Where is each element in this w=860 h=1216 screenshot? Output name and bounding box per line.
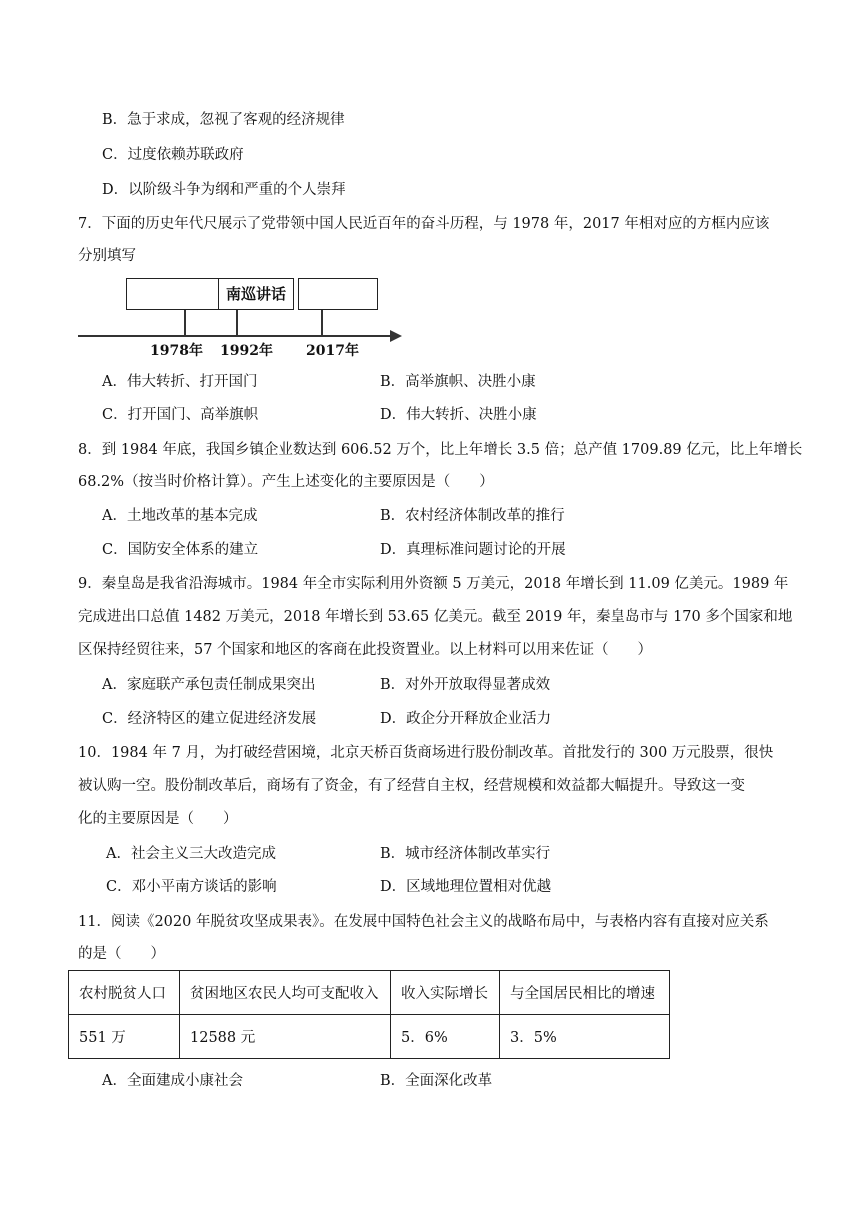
timeline-year-1992: 1992年 bbox=[220, 343, 273, 359]
q7-stem-line-2: 分别填写 bbox=[78, 248, 136, 264]
q9-option-c: C．经济特区的建立促进经济发展 bbox=[102, 711, 317, 727]
q8-option-b: B．农村经济体制改革的推行 bbox=[380, 508, 565, 524]
timeline-tick-1992 bbox=[236, 310, 238, 336]
q7-option-b: B．高举旗帜、决胜小康 bbox=[380, 374, 536, 390]
timeline-box-1992: 南巡讲话 bbox=[218, 278, 294, 310]
q9-option-b: B．对外开放取得显著成效 bbox=[380, 677, 551, 693]
q7-option-a: A．伟大转折、打开国门 bbox=[102, 374, 258, 390]
table-row bbox=[69, 1015, 670, 1059]
timeline-tick-2017 bbox=[321, 310, 323, 336]
table-header-row bbox=[69, 971, 670, 1015]
q8-option-a: A．土地改革的基本完成 bbox=[102, 508, 258, 524]
q9-stem-line-1: 9．秦皇岛是我省沿海城市。1984 年全市实际利用外资额 5 万美元，2018 年增长到 11.09 亿美元。1989 年 bbox=[78, 576, 789, 592]
timeline-tick-1978 bbox=[184, 310, 186, 336]
q11-option-a: A．全面建成小康社会 bbox=[102, 1073, 243, 1089]
q7-option-c: C．打开国门、高举旗帜 bbox=[102, 407, 259, 423]
q8-option-d: D．真理标准问题讨论的开展 bbox=[380, 542, 566, 558]
q6-option-d: D．以阶级斗争为纲和严重的个人崇拜 bbox=[102, 182, 346, 198]
q11-stem-line-2: 的是（ ） bbox=[78, 946, 165, 962]
timeline-year-2017: 2017年 bbox=[306, 343, 359, 359]
q9-option-d: D．政企分开释放企业活力 bbox=[380, 711, 552, 727]
q11-option-b: B．全面深化改革 bbox=[380, 1073, 493, 1089]
timeline-axis bbox=[78, 335, 394, 337]
q10-option-b: B．城市经济体制改革实行 bbox=[380, 846, 551, 862]
table-cell: 3．5% bbox=[500, 1015, 670, 1059]
table-cell: 5．6% bbox=[391, 1015, 500, 1059]
table-cell: 12588 元 bbox=[180, 1015, 391, 1059]
q11-stem-line-1: 11．阅读《2020 年脱贫攻坚成果表》。在发展中国特色社会主义的战略布局中，与表格内容有直接对应关系 bbox=[78, 914, 769, 930]
table-header-cell: 农村脱贫人口 bbox=[69, 971, 180, 1015]
q8-stem-line-2: 68.2%（按当时价格计算）。产生上述变化的主要原因是（ ） bbox=[78, 474, 494, 490]
q8-stem-line-1: 8．到 1984 年底，我国乡镇企业数达到 606.52 万个，比上年增长 3.5 倍；总产值 1709.89 亿元，比上年增长 bbox=[78, 442, 803, 458]
table-cell: 551 万 bbox=[69, 1015, 180, 1059]
q7-stem-line-1: 7．下面的历史年代尺展示了党带领中国人民近百年的奋斗历程，与 1978 年，2017 年相对应的方框内应该 bbox=[78, 216, 770, 232]
table-header-cell: 与全国居民相比的增速 bbox=[500, 971, 670, 1015]
q10-option-d: D．区域地理位置相对优越 bbox=[380, 879, 552, 895]
q9-stem-line-3: 区保持经贸往来，57 个国家和地区的客商在此投资置业。以上材料可以用来佐证（ ） bbox=[78, 642, 653, 658]
timeline-arrow-icon bbox=[390, 330, 402, 342]
q9-option-a: A．家庭联产承包责任制成果突出 bbox=[102, 677, 316, 693]
q10-stem-line-2: 被认购一空。股份制改革后，商场有了资金，有了经营自主权，经营规模和效益都大幅提升。导致这一变 bbox=[78, 778, 745, 794]
table-header-cell: 贫困地区农民人均可支配收入 bbox=[180, 971, 391, 1015]
q6-option-b: B．急于求成，忽视了客观的经济规律 bbox=[102, 112, 345, 128]
q10-stem-line-1: 10．1984 年 7 月，为打破经营困境，北京天桥百货商场进行股份制改革。首批发行的 300 万元股票，很快 bbox=[78, 745, 774, 761]
q8-option-c: C．国防安全体系的建立 bbox=[102, 542, 259, 558]
history-timeline-figure bbox=[78, 272, 408, 362]
q10-option-a: A．社会主义三大改造完成 bbox=[106, 846, 276, 862]
q9-stem-line-2: 完成进出口总值 1482 万美元，2018 年增长到 53.65 亿美元。截至 2019 年，秦皇岛市与 170 多个国家和地 bbox=[78, 609, 793, 625]
timeline-blank-box-2017 bbox=[298, 278, 378, 310]
q6-option-c: C．过度依赖苏联政府 bbox=[102, 147, 244, 163]
q10-stem-line-3: 化的主要原因是（ ） bbox=[78, 811, 238, 827]
timeline-year-1978: 1978年 bbox=[150, 343, 203, 359]
q10-option-c: C．邓小平南方谈话的影响 bbox=[106, 879, 277, 895]
table-header-cell: 收入实际增长 bbox=[391, 971, 500, 1015]
poverty-results-table bbox=[68, 970, 670, 1059]
q7-option-d: D．伟大转折、决胜小康 bbox=[380, 407, 537, 423]
timeline-blank-box-1978 bbox=[126, 278, 220, 310]
